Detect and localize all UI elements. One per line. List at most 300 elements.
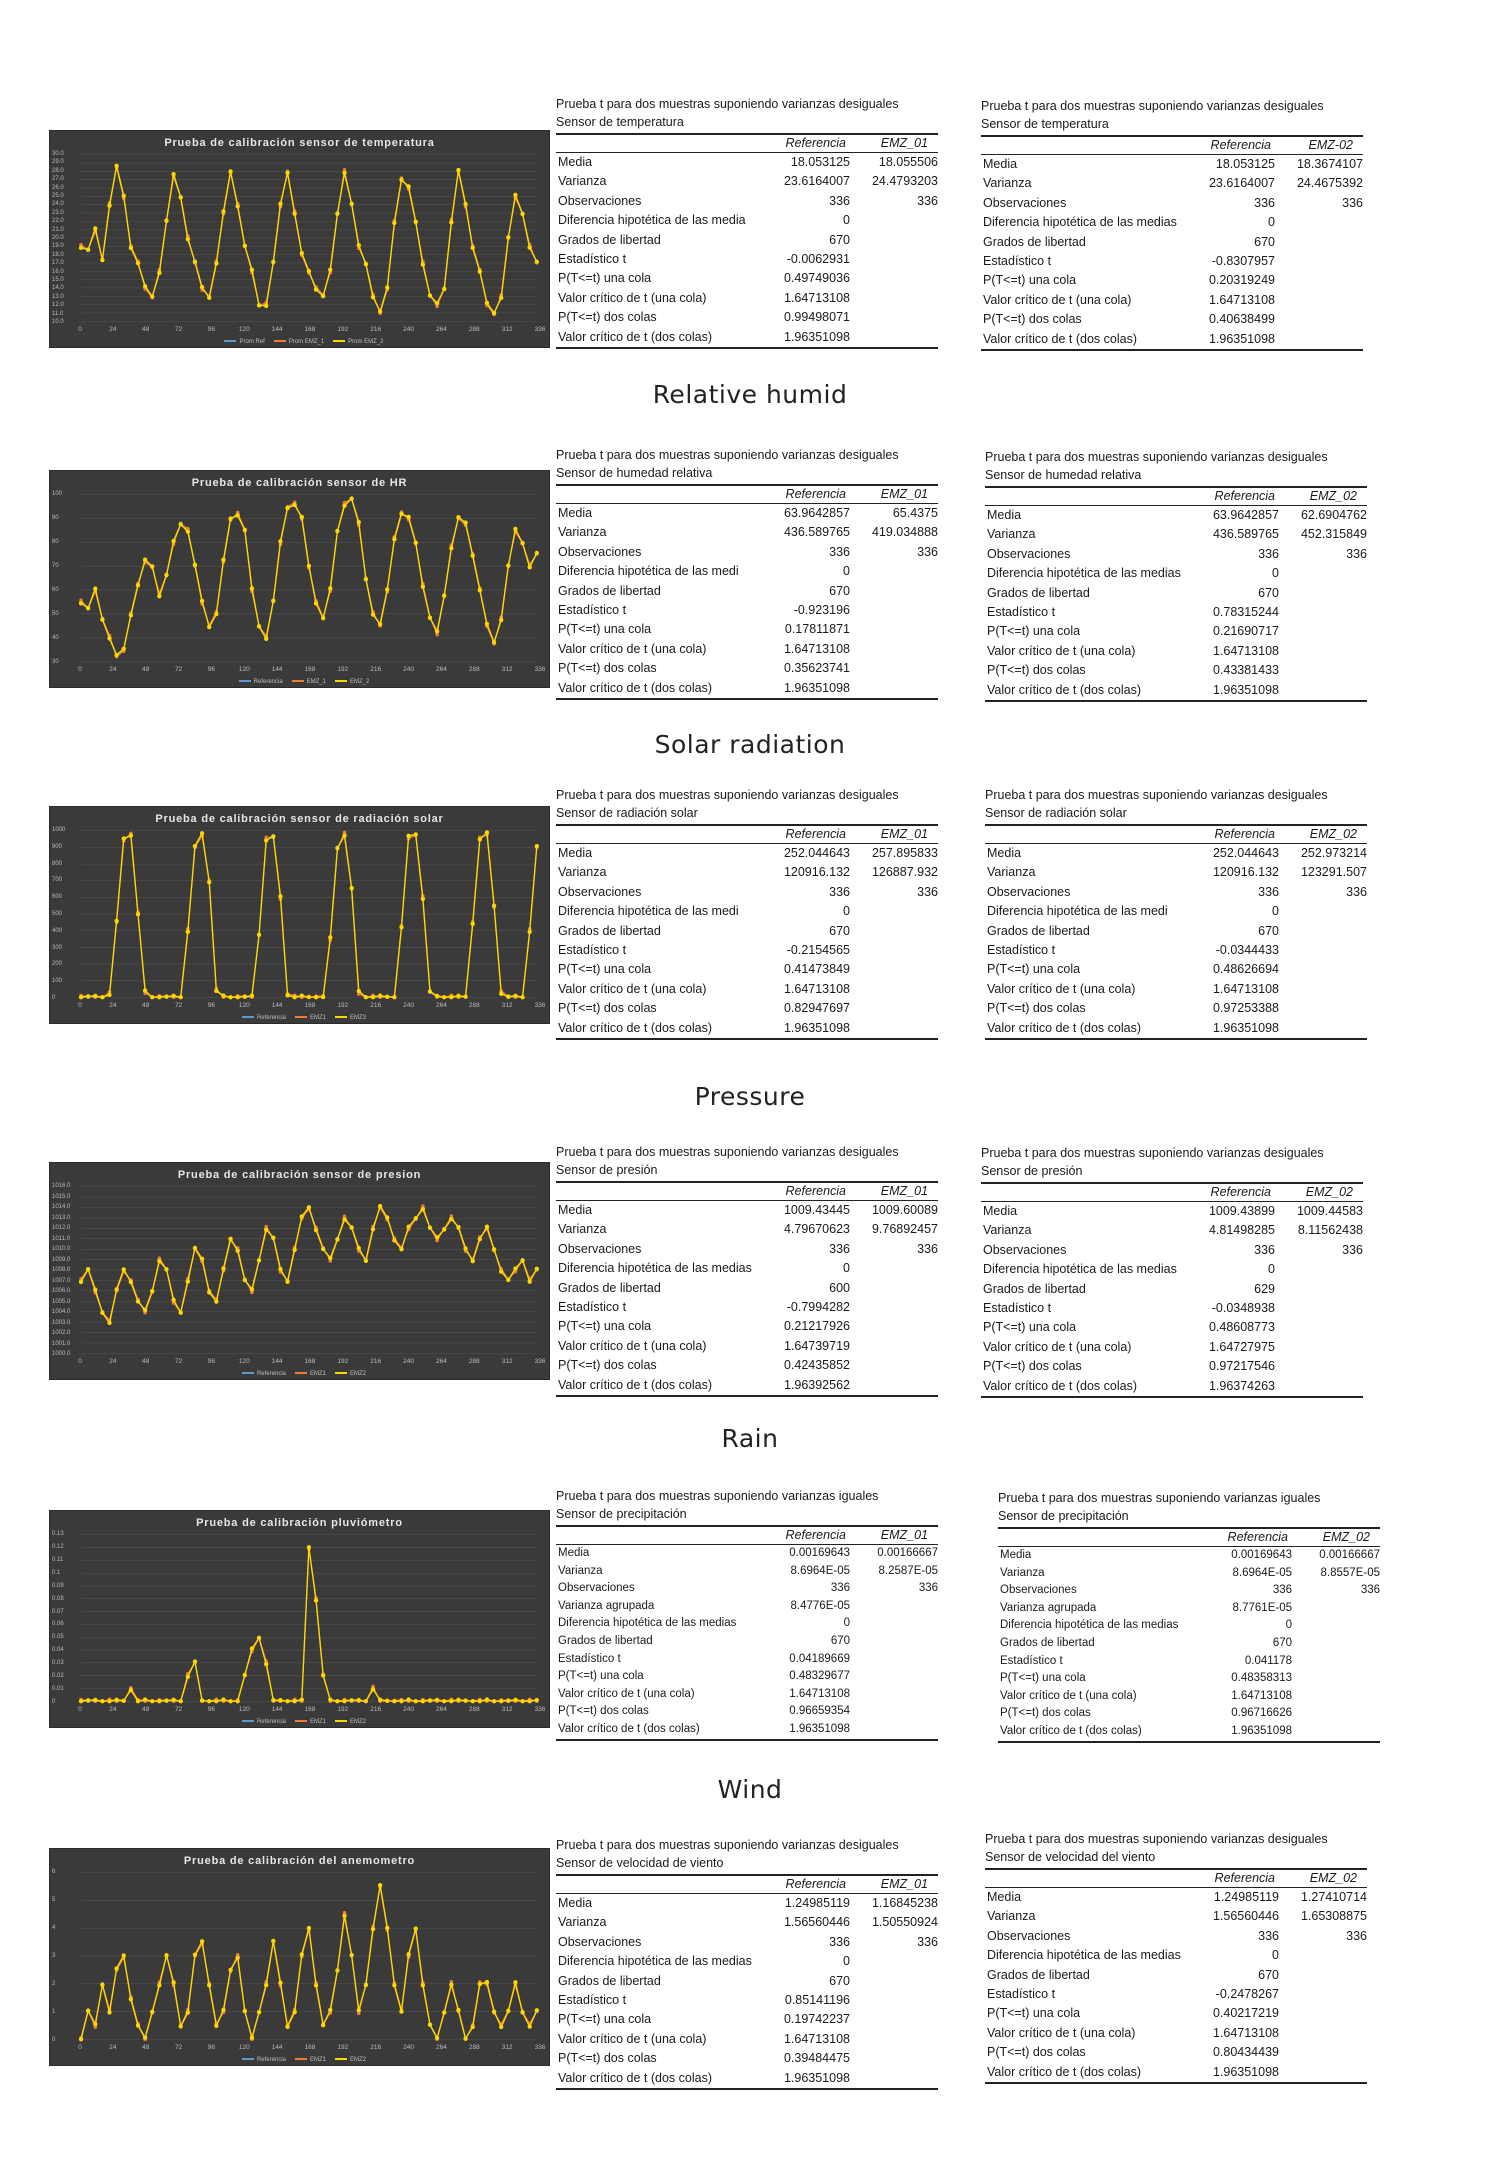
table-header (985, 824, 1367, 844)
column-header-reference: Referencia (785, 136, 846, 150)
table-title: Prueba t para dos muestras suponiendo varianzas desiguales (985, 450, 1328, 464)
row-value-reference: 670 (829, 232, 850, 247)
table-title: Prueba t para dos muestras suponiendo varianzas desiguales (556, 788, 899, 802)
table-row (556, 1201, 938, 1220)
table-title: Prueba t para dos muestras suponiendo varianzas iguales (998, 1491, 1321, 1505)
series-point (428, 1225, 432, 1229)
table-row (556, 1279, 938, 1298)
row-value-reference: 670 (830, 1634, 850, 1647)
x-tick-label: 48 (142, 326, 150, 333)
legend-swatch (242, 1016, 254, 1018)
ttest-table (985, 1830, 1367, 2084)
series-point (335, 529, 339, 533)
row-label: Media (558, 1547, 590, 1559)
x-tick-label: 336 (534, 666, 546, 673)
column-header-station: EMZ_01 (880, 1877, 928, 1891)
row-value-reference: 670 (1272, 1636, 1292, 1649)
row-value-station: 336 (917, 884, 938, 899)
row-value-reference: 0 (843, 213, 850, 228)
x-tick-label: 120 (238, 1358, 250, 1365)
series-point (485, 1225, 489, 1229)
chart-plot (50, 1511, 549, 1727)
table-row (556, 659, 938, 678)
row-label: Diferencia hipotética de las medias (558, 1617, 737, 1630)
row-label: P(T<=t) dos colas (558, 310, 657, 325)
row-label: Estadístico t (983, 1300, 1052, 1315)
y-tick-label: 1008.0 (52, 1267, 71, 1273)
series-point (193, 259, 197, 263)
row-label: P(T<=t) una cola (983, 1320, 1077, 1335)
table-row (556, 231, 938, 250)
series-point (385, 1215, 389, 1219)
y-tick-label: 1014.0 (52, 1204, 71, 1210)
series-point (342, 833, 346, 837)
x-tick-label: 336 (534, 2044, 546, 2051)
table-row (981, 1221, 1363, 1240)
row-value-station: 452.315849 (1300, 527, 1367, 542)
table-row (556, 1259, 938, 1278)
table-row (556, 1952, 938, 1971)
series-point (186, 930, 190, 934)
series-point (150, 995, 154, 999)
row-label: Grados de libertad (558, 1973, 661, 1988)
row-value-reference: 1.64713108 (783, 641, 850, 656)
row-value-reference: 1.96351098 (783, 2070, 850, 2085)
column-header-station: EMZ_01 (880, 136, 928, 150)
legend-label: Referencia (253, 679, 283, 685)
table-row (556, 2010, 938, 2029)
table-row (556, 999, 938, 1018)
x-tick-label: 144 (271, 666, 283, 673)
series-point (93, 994, 97, 998)
series-point (435, 1235, 439, 1239)
row-label: Varianza (558, 525, 607, 540)
row-label: P(T<=t) una cola (987, 624, 1081, 639)
table-row (981, 174, 1363, 193)
series-point (285, 2025, 289, 2029)
row-label: Diferencia hipotética de las medi (558, 904, 739, 919)
table-row (556, 883, 938, 902)
table-row (985, 681, 1367, 702)
series-line (81, 167, 537, 313)
row-value-reference: 0.48626694 (1212, 962, 1279, 977)
series-point (506, 995, 510, 999)
row-label: Grados de libertad (987, 1967, 1090, 1982)
table-row (556, 620, 938, 639)
table-sensor-label: Sensor de presión (556, 1163, 658, 1177)
row-value-reference: 0.43381433 (1212, 663, 1279, 678)
table-row (556, 1298, 938, 1317)
table-row (981, 1202, 1363, 1221)
x-tick-label: 336 (534, 1358, 546, 1365)
row-value-station: 1.50550924 (871, 1915, 938, 1930)
legend-label: EMZ1 (309, 2057, 326, 2063)
series-point (186, 529, 190, 533)
table-row (981, 252, 1363, 271)
row-label: Estadístico t (983, 253, 1052, 268)
row-value-reference: 1009.43445 (783, 1203, 850, 1217)
series-point (328, 1697, 332, 1701)
row-label: Media (558, 1203, 593, 1217)
row-value-reference: 0.49749036 (783, 271, 850, 286)
series-point (264, 1228, 268, 1232)
x-tick-label: 312 (501, 1706, 513, 1713)
ttest-table (556, 446, 938, 700)
row-value-station: 336 (917, 193, 938, 208)
legend-swatch (335, 680, 347, 682)
chart-legend (50, 1719, 549, 1725)
table-row (556, 211, 938, 230)
row-value-reference: 1.96351098 (783, 1020, 850, 1035)
series-point (179, 195, 183, 199)
series-point (421, 1699, 425, 1703)
row-label: Estadístico t (558, 942, 627, 957)
y-tick-label: 70 (52, 563, 59, 569)
x-tick-label: 240 (403, 666, 414, 673)
series-point (171, 1980, 175, 1984)
x-tick-label: 0 (78, 2044, 82, 2051)
table-row (556, 269, 938, 288)
series-point (193, 1246, 197, 1250)
series-point (528, 1699, 532, 1703)
row-label: Media (558, 155, 593, 169)
series-point (221, 1697, 225, 1701)
series-point (100, 1699, 104, 1703)
series-point (357, 2008, 361, 2012)
row-value-reference: 336 (829, 884, 850, 899)
column-header-reference: Referencia (785, 1528, 846, 1542)
table-title: Prueba t para dos muestras suponiendo varianzas desiguales (985, 788, 1328, 802)
y-tick-label: 0 (52, 2037, 56, 2043)
row-label: P(T<=t) dos colas (987, 2045, 1086, 2060)
y-tick-label: 30.0 (52, 151, 64, 157)
row-value-station: 252.973214 (1300, 846, 1367, 860)
x-tick-label: 24 (109, 1706, 117, 1713)
row-label: Valor crítico de t (una cola) (558, 1687, 695, 1700)
y-tick-label: 1016.0 (52, 1183, 71, 1189)
series-point (342, 1914, 346, 1918)
row-value-station: 336 (1342, 1242, 1363, 1257)
series-point (321, 1247, 325, 1251)
series-point (414, 832, 418, 836)
y-tick-label: 0.01 (52, 1686, 64, 1693)
column-header-station: EMZ_01 (880, 1528, 928, 1542)
row-label: Observaciones (987, 1928, 1071, 1943)
series-point (513, 1980, 517, 1984)
series-point (499, 1699, 503, 1703)
series-point (528, 245, 532, 249)
series-point (414, 541, 418, 545)
table-row (556, 1376, 938, 1397)
column-header-reference: Referencia (1214, 827, 1275, 841)
series-point (143, 2035, 147, 2039)
table-row (556, 1991, 938, 2010)
y-tick-label: 0.07 (52, 1608, 64, 1615)
table-row (985, 999, 1367, 1018)
row-value-station: 257.895833 (871, 846, 938, 860)
series-point (378, 309, 382, 313)
table-row (998, 1547, 1380, 1565)
series-point (506, 1278, 510, 1282)
series-point (506, 235, 510, 239)
row-label: P(T<=t) dos colas (558, 1705, 649, 1718)
series-point (228, 1237, 232, 1241)
column-header-station: EMZ_01 (880, 827, 928, 841)
table-row (556, 192, 938, 211)
row-value-reference: 1.64713108 (783, 981, 850, 996)
y-tick-label: 0 (52, 1699, 56, 1705)
row-label: Estadístico t (558, 1299, 627, 1314)
legend-label: EMZ2 (350, 1371, 367, 1377)
series-point (399, 178, 403, 182)
row-label: P(T<=t) una cola (558, 271, 652, 286)
series-point (463, 520, 467, 524)
series-point (513, 1698, 517, 1702)
row-value-reference: 629 (1254, 1281, 1275, 1296)
table-title: Prueba t para dos muestras suponiendo varianzas iguales (556, 1489, 879, 1503)
series-point (535, 551, 539, 555)
row-value-reference: 0.42435852 (783, 1358, 850, 1373)
column-header-reference: Referencia (1214, 489, 1275, 503)
series-point (392, 537, 396, 541)
row-value-station: 1009.44583 (1296, 1204, 1363, 1218)
row-value-reference: 336 (1254, 1242, 1275, 1257)
table-row (985, 1907, 1367, 1926)
y-tick-label: 5 (52, 1897, 56, 1903)
series-line (81, 499, 537, 657)
series-point (399, 925, 403, 929)
y-tick-label: 16.0 (52, 268, 64, 275)
series-point (414, 1216, 418, 1220)
series-point (442, 1699, 446, 1703)
x-tick-label: 24 (109, 1358, 117, 1365)
series-point (342, 1217, 346, 1221)
y-tick-label: 21.0 (52, 226, 64, 233)
series-point (471, 922, 475, 926)
y-tick-label: 10.0 (52, 319, 64, 325)
series-point (150, 564, 154, 568)
series-point (328, 2008, 332, 2012)
row-value-reference: 600 (829, 1280, 850, 1295)
series-point (435, 2036, 439, 2040)
row-value-station: 336 (1360, 1584, 1380, 1597)
series-point (335, 211, 339, 215)
row-label: Diferencia hipotética de las medias (558, 1954, 752, 1969)
series-point (243, 1278, 247, 1282)
series-point (307, 1926, 311, 1930)
table-row (556, 250, 938, 269)
table-row (556, 640, 938, 659)
row-label: Varianza (983, 1223, 1032, 1238)
legend-swatch (335, 2058, 347, 2060)
row-value-station: 0.00166667 (877, 1547, 938, 1559)
series-point (478, 588, 482, 592)
table-row (981, 1357, 1363, 1376)
series-point (179, 995, 183, 999)
series-point (122, 1953, 126, 1957)
table-row (985, 1019, 1367, 1040)
x-tick-label: 264 (435, 1358, 447, 1365)
chart-plot (50, 807, 549, 1023)
row-value-reference: 1.96351098 (1212, 682, 1279, 697)
row-label: Varianza (558, 174, 607, 189)
row-value-reference: 1.24985119 (784, 1896, 850, 1910)
chart-rain (49, 1510, 550, 1728)
row-label: P(T<=t) una cola (558, 1319, 652, 1334)
series-point (335, 1968, 339, 1972)
table-row (981, 1377, 1363, 1398)
row-value-station: 18.3674107 (1296, 157, 1363, 171)
row-label: P(T<=t) dos colas (558, 2051, 657, 2066)
row-value-reference: 0.48608773 (1208, 1320, 1275, 1335)
x-tick-label: 96 (207, 1002, 216, 1009)
x-tick-label: 168 (304, 666, 316, 673)
series-point (100, 1311, 104, 1315)
series-point (157, 1259, 161, 1263)
table-row (998, 1617, 1380, 1635)
row-value-reference: 4.79670623 (783, 1222, 850, 1237)
series-point (300, 1214, 304, 1218)
row-value-reference: 0.35623741 (783, 661, 850, 676)
series-point (221, 993, 225, 997)
series-point (136, 912, 140, 916)
row-label: Valor crítico de t (dos colas) (987, 682, 1141, 697)
y-tick-label: 800 (52, 860, 63, 867)
row-value-reference: 1.64739719 (783, 1338, 850, 1353)
series-point (171, 1298, 175, 1302)
table-row (556, 1337, 938, 1356)
series-point (406, 1952, 410, 1956)
series-point (471, 246, 475, 250)
series-point (79, 1280, 83, 1284)
series-point (421, 262, 425, 266)
table-header (556, 133, 938, 153)
series-point (392, 995, 396, 999)
row-value-reference: 0 (1272, 566, 1279, 581)
table-header (998, 1527, 1380, 1547)
legend-swatch (274, 340, 286, 342)
legend-label: EMZ1 (309, 1371, 326, 1377)
series-point (86, 1698, 90, 1702)
row-label: Diferencia hipotética de las medias (1000, 1619, 1179, 1632)
y-tick-label: 29.0 (52, 159, 64, 166)
y-tick-label: 6 (52, 1869, 56, 1875)
series-point (528, 565, 532, 569)
table-row (556, 1668, 938, 1686)
x-tick-label: 240 (403, 2044, 414, 2051)
series-point (186, 1675, 190, 1679)
legend-label: Referencia (256, 1371, 286, 1377)
series-point (428, 989, 432, 993)
x-tick-label: 72 (174, 1002, 183, 1009)
series-point (171, 539, 175, 543)
column-header-reference: Referencia (785, 827, 846, 841)
x-tick-label: 72 (174, 1358, 183, 1365)
row-value-reference: 1.96351098 (1208, 331, 1275, 346)
row-value-reference: 0.97253388 (1212, 1001, 1279, 1016)
row-value-reference: 1.96351098 (1212, 1020, 1279, 1035)
row-label: Observaciones (558, 193, 642, 208)
row-label: Grados de libertad (987, 923, 1090, 938)
table-title: Prueba t para dos muestras suponiendo varianzas desiguales (556, 1838, 899, 1852)
series-point (214, 1699, 218, 1703)
series-point (107, 1321, 111, 1325)
row-label: P(T<=t) dos colas (987, 663, 1086, 678)
row-value-reference: 1.96351098 (783, 329, 850, 344)
column-header-station: EMZ_02 (1309, 489, 1357, 503)
legend-label: Referencia (256, 1015, 286, 1021)
row-value-reference: 336 (1272, 1584, 1292, 1597)
series-point (449, 1699, 453, 1703)
row-value-reference: 0 (1272, 1948, 1279, 1963)
series-point (349, 1225, 353, 1229)
x-tick-label: 0 (78, 666, 82, 673)
x-tick-label: 336 (534, 1002, 546, 1009)
table-sensor-label: Sensor de velocidad de viento (556, 1856, 724, 1870)
series-point (264, 1662, 268, 1666)
x-tick-label: 144 (271, 1002, 283, 1009)
row-value-reference: 0.41473849 (783, 962, 850, 977)
row-value-reference: 336 (1258, 1928, 1279, 1943)
y-tick-label: 1003.0 (52, 1319, 71, 1326)
column-header-station: EMZ_02 (1322, 1530, 1370, 1544)
table-row (556, 543, 938, 562)
row-label: P(T<=t) una cola (987, 962, 1081, 977)
row-value-station: 336 (1346, 1928, 1367, 1943)
row-label: Estadístico t (558, 251, 627, 266)
series-point (499, 618, 503, 622)
series-point (314, 287, 318, 291)
series-point (122, 194, 126, 198)
row-value-reference: 1.64713108 (1212, 643, 1279, 658)
series-point (463, 994, 467, 998)
row-value-reference: -0.8307957 (1211, 253, 1275, 268)
series-point (364, 262, 368, 266)
row-value-reference: 0.40217219 (1212, 2006, 1279, 2021)
legend-swatch (242, 1372, 254, 1374)
series-point (278, 894, 282, 898)
series-point (300, 251, 304, 255)
row-label: Media (558, 506, 593, 520)
table-row (981, 291, 1363, 310)
series-point (278, 1267, 282, 1271)
table-header (556, 1525, 938, 1545)
series-point (93, 2022, 97, 2026)
series-point (143, 1697, 147, 1701)
series-point (428, 1698, 432, 1702)
x-tick-label: 264 (435, 326, 447, 333)
y-tick-label: 4 (52, 1925, 56, 1931)
x-tick-label: 312 (501, 666, 513, 673)
table-row (556, 1580, 938, 1598)
table-header (556, 1181, 938, 1201)
series-point (114, 1698, 118, 1702)
row-label: Valor crítico de t (dos colas) (558, 1722, 700, 1735)
row-value-reference: 4.81498285 (1208, 1223, 1275, 1238)
row-label: Varianza (1000, 1566, 1045, 1579)
series-point (357, 1246, 361, 1250)
row-value-reference: 1.64713108 (1231, 1689, 1292, 1702)
series-point (456, 168, 460, 172)
series-point (463, 1698, 467, 1702)
row-label: P(T<=t) una cola (558, 962, 652, 977)
y-tick-label: 1002.0 (52, 1330, 71, 1336)
series-line (81, 1887, 537, 2040)
series-point (421, 1207, 425, 1211)
series-point (292, 995, 296, 999)
series-point (463, 202, 467, 206)
table-row (556, 153, 938, 172)
